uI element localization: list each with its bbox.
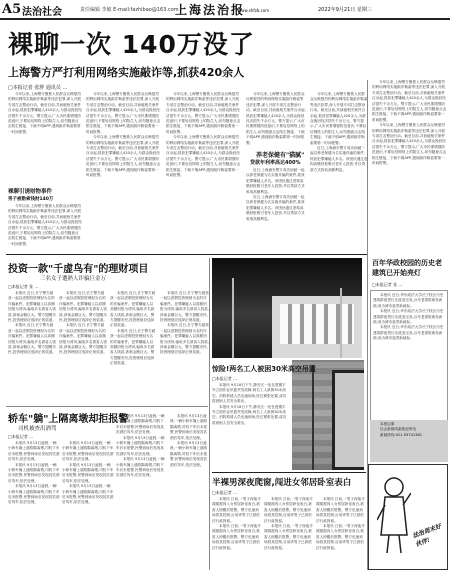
lead-box-title: 裸聊引诱财物事件: [8, 189, 53, 195]
lead-body-col4: 今年以来,上海警方聚焦人民群众反映强烈的利用网络实施敲诈勒索等违法犯罪,深入开展专项打击整治行动。截至目前,共侦破相关案件百余起,抓获犯罪嫌疑人420余人,为群众挽回经济损失千余万元。警方提示,广大市民要增强防范意识,不要轻信网络上的陌生人,切勿随意点击陌生链接、下载不明APP,遇到敲诈勒索要第一时间报警。: [246, 92, 306, 145]
story4-body: 本报讯 9月18日下午,静安区一处在建楼宇外立面作业吊篮突发故障,两名工人被困30米高空。消防救援人员迅速到场,经过紧张处置,成功将被困人员安全救出。 本报讯 9月18日下午,静安区一处在建楼宇外立面作业吊篮突发故障,两名工人被困30米高空。消防救援人员迅速到场,经过紧张处置,成功将被困人员安全救出。: [212, 383, 287, 425]
story6-headline: 半裸男深夜爬窗,闯进女邻居卧室表白: [212, 478, 352, 488]
divider: [212, 472, 366, 473]
story6-body-col2: 本报讯 日前,一男子深夜半裸爬窗闯入女邻居卧室表白,被害人惊醒后报警。警方迅速到场将其控制,目前该男子已被依法行政拘留。 本报讯 日前,一男子深夜半裸爬窗闯入女邻居卧室表白,被害人惊醒后报警。警方迅速到场将其控制,目前该男子已被依法行政拘留。: [264, 497, 313, 550]
divider: [6, 406, 208, 407]
ad-slogan: 法治周末好伙伴!: [411, 522, 443, 549]
story4-headline: 惊险!两名工人被困30米高空吊篮: [212, 365, 316, 373]
lead-byline: □本报记者 张胖 通讯员 …: [8, 85, 68, 91]
column-separator: [209, 258, 210, 570]
night-street-photo: [212, 258, 362, 358]
story3-box: [370, 290, 448, 440]
lead-body-col6: 今年以来,上海警方聚焦人民群众反映强烈的利用网络实施敲诈勒索等违法犯罪,深入开展专项打击整治行动。截至目前,共侦破相关案件百余起,抓获犯罪嫌疑人420余人,为群众挽回经济损失千余万元。警方提示,广大市民要增强防范意识,不要轻信网络上的陌生人,切勿随意点击陌生链接、下载不明APP,遇到敲诈勒索要第一时间报警。 今年以来,上海警方聚焦人民群众反映强烈的利用网络实施敲诈勒索等违法犯罪,深入开展专项打击整治行动。截至目前,共侦破相关案件百余起,抓获犯罪嫌疑人420余人,为群众挽回经济损失千余万元。警方提示,广大市民要增强防范意识,不要轻信网络上的陌生人,切勿随意点击陌生链接、下载不明APP,遇到敲诈勒索要第一时间报警。: [372, 80, 447, 166]
lead-headline: 裸聊一次 140万没了: [8, 30, 255, 59]
sidebar-notice: [370, 420, 448, 462]
story4-byline: □本报记者 …: [212, 376, 238, 381]
story2-byline: □本报记者 张 …: [8, 284, 39, 289]
story5-body-col4: 本报讯 9月13日凌晨,一辆小轿车撞上道路隔离墩,司机下车后未报警,民警到场后发现其饮酒后驾车,依法处理。 本报讯 9月13日凌晨,一辆小轿车撞上道路隔离墩,司机下车后未报警,民警到场后发现其饮酒后驾车,依法处理。: [170, 414, 208, 467]
story2-body-col3: 本报讯 近日,长宁警方破获一起以虚假投资理财为名的诈骗案件。犯罪嫌疑人以高额回报为诱饵,骗取多名被害人钱款,涉案金额巨大。警方提醒市民,投资理财应选择正规渠道。 本报讯 近日,长宁警方破获一起以虚假投资理财为名的诈骗案件。犯罪嫌疑人以高额回报为诱饵,骗取多名被害人钱款,涉案金额巨大。警方提醒市民,投资理财应选择正规渠道。: [110, 291, 156, 366]
story5-sub: 司机被查出酒驾: [18, 426, 57, 432]
notice-title: 本报启事: [380, 422, 395, 426]
story5-byline: □本报记者 …: [8, 434, 34, 439]
story2-body-col4: 本报讯 近日,长宁警方破获一起以虚假投资理财为名的诈骗案件。犯罪嫌疑人以高额回报为诱饵,骗取多名被害人钱款,涉案金额巨大。警方提醒市民,投资理财应选择正规渠道。 本报讯 近日,长宁警方破获一起以虚假投资理财为名的诈骗案件。犯罪嫌疑人以高额回报为诱饵,骗取多名被害人钱款,涉案金额巨大。警方提醒市民,投资理财应选择正规渠道。: [160, 291, 210, 355]
side-story-body: 近日,上海浦东警方成功侦破一起以养老保健为名实施诈骗的案件,抓获犯罪嫌疑人多名。该团伙通过虚构高额回报吸引老年人投资,并以贷款方式收取高额利息。 近日,上海浦东警方成功侦破一起以养老保健为名实施诈骗的案件,抓获犯罪嫌疑人多名。该团伙通过虚构高额回报吸引老年人投资,并以贷款方式收取高额利息。: [246, 168, 305, 221]
column-separator: [367, 80, 368, 570]
lead-body-col1: 今年以来,上海警方聚焦人民群众反映强烈的利用网络实施敲诈勒索等违法犯罪,深入开展专项打击整治行动。截至目前,共侦破相关案件百余起,抓获犯罪嫌疑人420余人,为群众挽回经济损失千余万元。警方提示,广大市民要增强防范意识,不要轻信网络上的陌生人,切勿随意点击陌生链接、下载不明APP,遇到敲诈勒索要第一时间报警。: [8, 92, 82, 134]
page-header-bar: [0, 0, 450, 20]
section-title: 法治社会: [22, 7, 62, 18]
story6-byline: □本报记者 …: [212, 490, 238, 495]
story5-headline: 轿车"躺"上隔离墩却拒报警: [8, 414, 129, 425]
side-story-subtitle: 贷款年利率高达400%: [250, 160, 301, 166]
issue-date: 2022年9月21日 星期三: [318, 7, 372, 13]
lead-body-col5: 今年以来,上海警方聚焦人民群众反映强烈的利用网络实施敲诈勒索等违法犯罪,深入开展专项打击整治行动。截至目前,共侦破相关案件百余起,抓获犯罪嫌疑人420余人,为群众挽回经济损失千余万元。警方提示,广大市民要增强防范意识,不要轻信网络上的陌生人,切勿随意点击陌生链接、下载不明APP,遇到敲诈勒索要第一时间报警。 近日,上海浦东警方成功侦破一起以养老保健为名实施诈骗的案件,抓获犯罪嫌疑人多名。该团伙通过虚构高额回报吸引老年人投资,并以贷款方式收取高额利息。: [310, 92, 368, 172]
notice-hotline: 新闻热线:021-59741381: [380, 432, 423, 437]
story2-body-col2: 本报讯 近日,长宁警方破获一起以虚假投资理财为名的诈骗案件。犯罪嫌疑人以高额回报为诱饵,骗取多名被害人钱款,涉案金额巨大。警方提醒市民,投资理财应选择正规渠道。 本报讯 近日,长宁警方破获一起以虚假投资理财为名的诈骗案件。犯罪嫌疑人以高额回报为诱饵,骗取多名被害人钱款,涉案金额巨大。警方提醒市民,投资理财应选择正规渠道。: [59, 291, 107, 355]
page-number: A5: [2, 2, 22, 17]
cartoon-figure-icon: [377, 475, 411, 555]
story3-headline: 百年华政校园的历史老建筑已开始亮灯: [372, 259, 442, 277]
story2-headline: 投资一款"千虚鸟有"的理财项目: [8, 264, 149, 275]
story5-body-col2: 本报讯 9月13日凌晨,一辆小轿车撞上道路隔离墩,司机下车后未报警,民警到场后发现其饮酒后驾车,依法处理。 本报讯 9月13日凌晨,一辆小轿车撞上道路隔离墩,司机下车后未报警,民警到场后发现其饮酒后驾车,依法处理。 本报讯 9月13日凌晨,一辆小轿车撞上道路隔离墩,司机下车后未报警,民警到场后发现其饮酒后驾车,依法处理。: [62, 441, 114, 505]
story2-sub: 三名女子遭熟人诈骗巨金万: [40, 276, 107, 282]
story6-body-col3: 本报讯 日前,一男子深夜半裸爬窗闯入女邻居卧室表白,被害人惊醒后报警。警方迅速到场将其控制,目前该男子已被依法行政拘留。 本报讯 日前,一男子深夜半裸爬窗闯入女邻居卧室表白,被害人惊醒后报警。警方迅速到场将其控制,目前该男子已被依法行政拘留。: [316, 497, 365, 550]
lead-box-sub: 男子被勒索钱财140万: [8, 197, 54, 202]
editor-meta: 责任编辑 李敏 E-mail:fazhibao@163.com: [80, 7, 179, 13]
lead-subhead: 上海警方严打利用网络实施敲诈等,抓获420余人: [8, 66, 245, 79]
side-story-title: 养老保健有"猫腻": [256, 152, 305, 159]
story3-byline: □本报记者 张 …: [372, 282, 403, 287]
story5-body-col3: 本报讯 9月13日凌晨,一辆小轿车撞上道路隔离墩,司机下车后未报警,民警到场后发现其饮酒后驾车,依法处理。 本报讯 9月13日凌晨,一辆小轿车撞上道路隔离墩,司机下车后未报警,民警到场后发现其饮酒后驾车,依法处理。 本报讯 9月13日凌晨,一辆小轿车撞上道路隔离墩,司机下车后未报警,民警到场后发现其饮酒后驾车,依法处理。: [116, 414, 165, 478]
advertisement: [368, 464, 448, 570]
story3-body: 本报讯 近日,华东政法大学长宁校区历史建筑群夜景灯光改造完成,百年老建筑焕发新颜,成为城市夜景新地标。 本报讯 近日,华东政法大学长宁校区历史建筑群夜景灯光改造完成,百年老建筑焕发新颜,成为城市夜景新地标。 本报讯 近日,华东政法大学长宁校区历史建筑群夜景灯光改造完成,百年老建筑焕发新颜,成为城市夜景新地标。: [373, 293, 444, 341]
lead-body-col2: 今年以来,上海警方聚焦人民群众反映强烈的利用网络实施敲诈勒索等违法犯罪,深入开展专项打击整治行动。截至目前,共侦破相关案件百余起,抓获犯罪嫌疑人420余人,为群众挽回经济损失千余万元。警方提示,广大市民要增强防范意识,不要轻信网络上的陌生人,切勿随意点击陌生链接、下载不明APP,遇到敲诈勒索要第一时间报警。 今年以来,上海警方聚焦人民群众反映强烈的利用网络实施敲诈勒索等违法犯罪,深入开展专项打击整治行动。截至目前,共侦破相关案件百余起,抓获犯罪嫌疑人420余人,为群众挽回经济损失千余万元。警方提示,广大市民要增强防范意识,不要轻信网络上的陌生人,切勿随意点击陌生链接、下载不明APP,遇到敲诈勒索要第一时间报警。: [86, 92, 161, 178]
lead-body-col3: 今年以来,上海警方聚焦人民群众反映强烈的利用网络实施敲诈勒索等违法犯罪,深入开展专项打击整治行动。截至目前,共侦破相关案件百余起,抓获犯罪嫌疑人420余人,为群众挽回经济损失千余万元。警方提示,广大市民要增强防范意识,不要轻信网络上的陌生人,切勿随意点击陌生链接、下载不明APP,遇到敲诈勒索要第一时间报警。 今年以来,上海警方聚焦人民群众反映强烈的利用网络实施敲诈勒索等违法犯罪,深入开展专项打击整治行动。截至目前,共侦破相关案件百余起,抓获犯罪嫌疑人420余人,为群众挽回经济损失千余万元。警方提示,广大市民要增强防范意识,不要轻信网络上的陌生人,切勿随意点击陌生链接、下载不明APP,遇到敲诈勒索要第一时间报警。: [166, 92, 241, 178]
divider: [6, 254, 368, 255]
story5-body-col1: 本报讯 9月13日凌晨,一辆小轿车撞上道路隔离墩,司机下车后未报警,民警到场后发现其饮酒后驾车,依法处理。 本报讯 9月13日凌晨,一辆小轿车撞上道路隔离墩,司机下车后未报警,民警到场后发现其饮酒后驾车,依法处理。 本报讯 9月13日凌晨,一辆小轿车撞上道路隔离墩,司机下车后未报警,民警到场后发现其饮酒后驾车,依法处理。: [8, 441, 60, 505]
rescue-photo: [292, 360, 364, 470]
story2-body-col1: 本报讯 近日,长宁警方破获一起以虚假投资理财为名的诈骗案件。犯罪嫌疑人以高额回报为诱饵,骗取多名被害人钱款,涉案金额巨大。警方提醒市民,投资理财应选择正规渠道。 本报讯 近日,长宁警方破获一起以虚假投资理财为名的诈骗案件。犯罪嫌疑人以高额回报为诱饵,骗取多名被害人钱款,涉案金额巨大。警方提醒市民,投资理财应选择正规渠道。: [8, 291, 56, 355]
notice-tips: 社会新闻线索欢迎来电: [380, 427, 416, 432]
website: www.shfzb.com: [238, 8, 270, 13]
newspaper-masthead: 上海法治报: [175, 3, 246, 17]
story6-body-col1: 本报讯 日前,一男子深夜半裸爬窗闯入女邻居卧室表白,被害人惊醒后报警。警方迅速到场将其控制,目前该男子已被依法行政拘留。 本报讯 日前,一男子深夜半裸爬窗闯入女邻居卧室表白,被害人惊醒后报警。警方迅速到场将其控制,目前该男子已被依法行政拘留。: [212, 497, 261, 550]
lead-body-col1b: 今年以来,上海警方聚焦人民群众反映强烈的利用网络实施敲诈勒索等违法犯罪,深入开展专项打击整治行动。截至目前,共侦破相关案件百余起,抓获犯罪嫌疑人420余人,为群众挽回经济损失千余万元。警方提示,广大市民要增强防范意识,不要轻信网络上的陌生人,切勿随意点击陌生链接、下载不明APP,遇到敲诈勒索要第一时间报警。: [8, 204, 82, 246]
